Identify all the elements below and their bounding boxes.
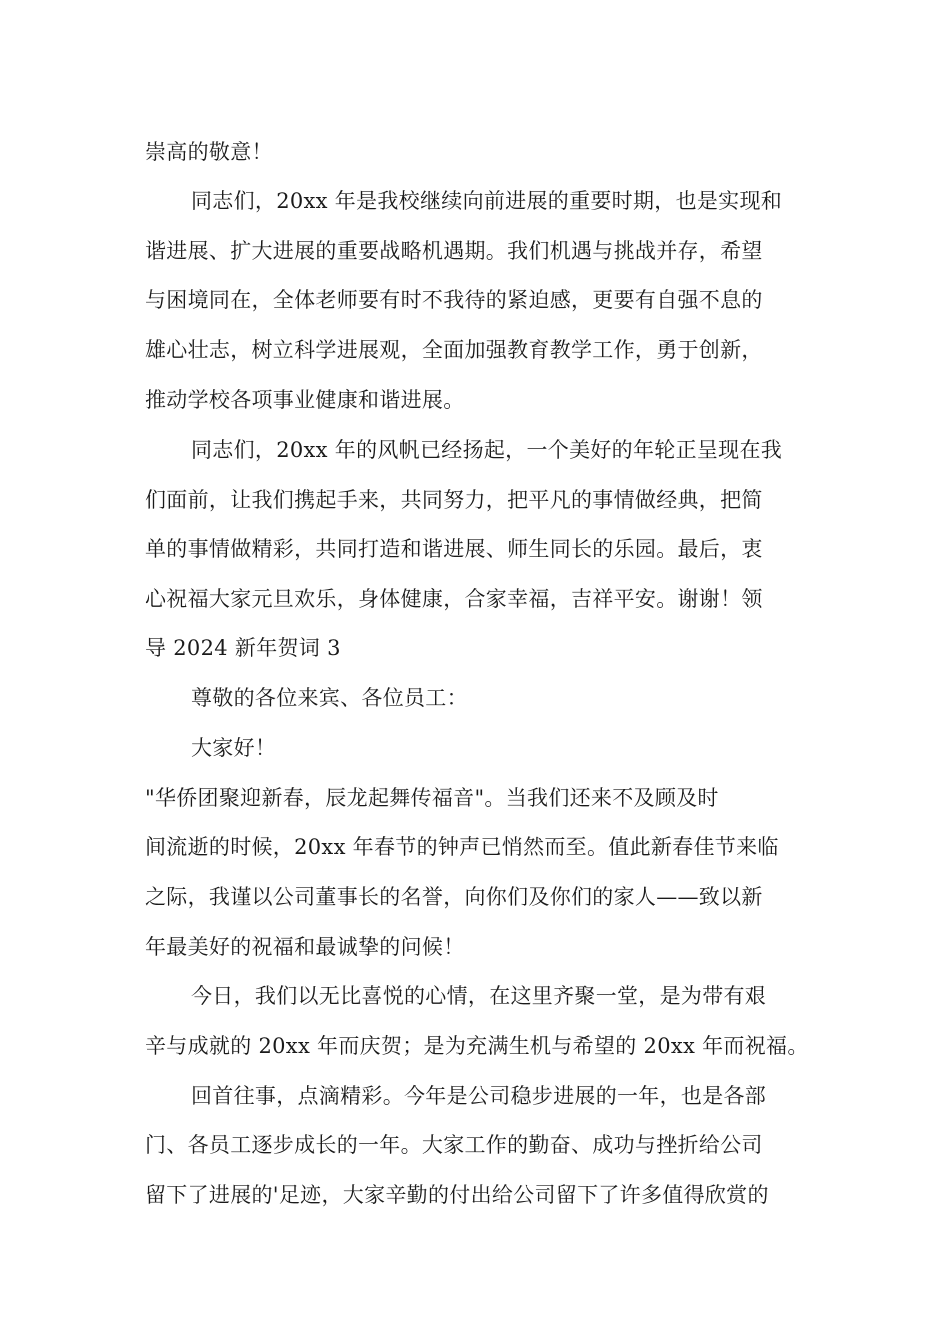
text-line: 谐进展、扩大进展的重要战略机遇期。我们机遇与挑战并存，希望 [145,239,763,263]
salutation: 尊敬的各位来宾、各位员工： [191,686,468,710]
text-line: 辛与成就的 20xx 年而庆贺；是为充满生机与希望的 20xx 年而祝福。 [145,1034,809,1058]
paragraph-first-line: "华侨团聚迎新春，辰龙起舞传福音"。当我们还来不及顾及时 [145,786,719,810]
text-line: 雄心壮志，树立科学进展观，全面加强教育教学工作，勇于创新， [145,338,763,362]
paragraph-first-line: 同志们，20xx 年是我校继续向前进展的重要时期，也是实现和 [191,189,783,213]
paragraph-first-line: 回首往事，点滴精彩。今年是公司稳步进展的一年，也是各部 [191,1084,767,1108]
text-line: 门、各员工逐步成长的一年。大家工作的勤奋、成功与挫折给公司 [145,1133,763,1157]
text-line: 崇高的敬意！ [145,140,273,164]
text-line: 单的事情做精彩，共同打造和谐进展、师生同长的乐园。最后，衷 [145,537,763,561]
text-line: 间流逝的时候，20xx 年春节的钟声已悄然而至。值此新春佳节来临 [145,835,779,859]
text-line: 年最美好的祝福和最诚挚的问候！ [145,935,465,959]
text-line: 们面前，让我们携起手来，共同努力，把平凡的事情做经典，把简 [145,488,763,512]
text-line: 之际，我谨以公司董事长的名誉，向你们及你们的家人——致以新 [145,885,763,909]
greeting: 大家好！ [191,736,277,760]
text-line: 推动学校各项事业健康和谐进展。 [145,388,465,412]
text-line: 与困境同在，全体老师要有时不我待的紧迫感，更要有自强不息的 [145,288,763,312]
text-line: 留下了进展的'足迹，大家辛勤的付出给公司留下了许多值得欣赏的 [145,1183,769,1207]
text-line: 心祝福大家元旦欢乐，身体健康，合家幸福，吉祥平安。谢谢！领 [145,587,763,611]
paragraph-first-line: 今日，我们以无比喜悦的心情，在这里齐聚一堂，是为带有艰 [191,984,767,1008]
text-line: 导 2024 新年贺词 3 [145,636,341,660]
paragraph-first-line: 同志们，20xx 年的风帆已经扬起，一个美好的年轮正呈现在我 [191,438,783,462]
